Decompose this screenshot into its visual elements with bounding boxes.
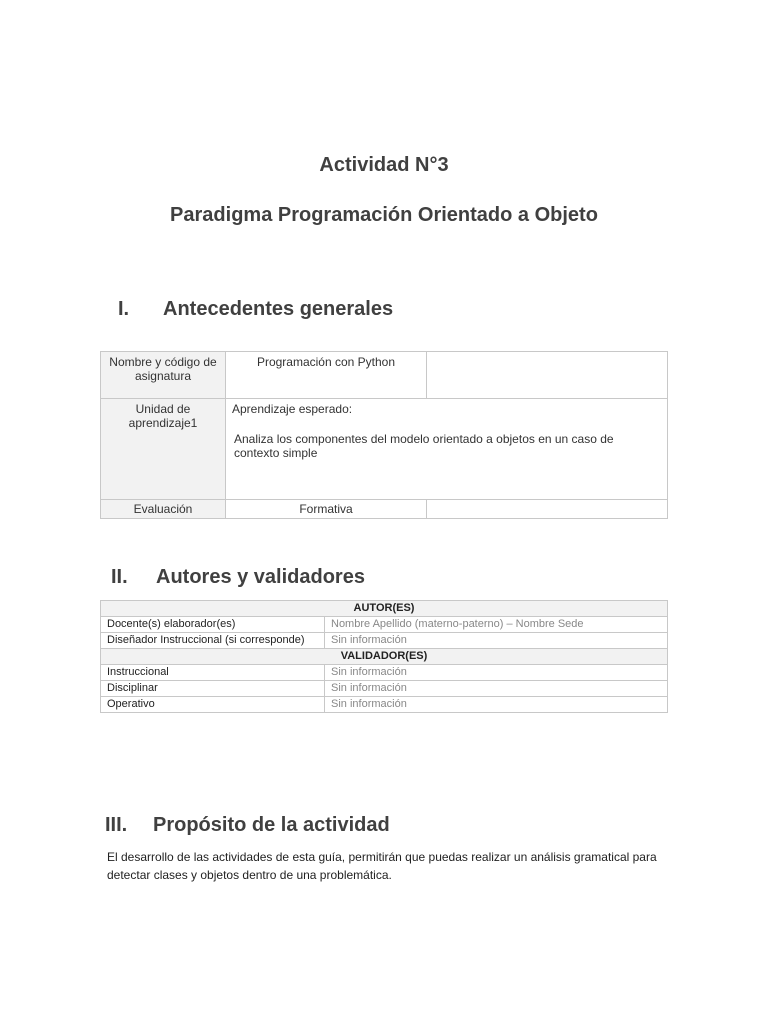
table-row bbox=[101, 617, 668, 633]
section-title: Propósito de la actividad bbox=[153, 814, 390, 836]
section-number: I. bbox=[118, 298, 130, 320]
table-row bbox=[101, 697, 668, 713]
author-role: Docente(s) elaborador(es) bbox=[101, 617, 325, 633]
table-row bbox=[101, 649, 668, 665]
learning-label: Aprendizaje esperado: bbox=[232, 402, 353, 416]
evaluation-extra-cell bbox=[427, 500, 668, 519]
authors-table bbox=[100, 600, 668, 713]
purpose-paragraph: El desarrollo de las actividades de esta guía, permitirán que puedas realizar un análisis gramatical para detectar clases y objetos dentro de una problemática. bbox=[107, 850, 657, 882]
learning-cell bbox=[226, 399, 668, 500]
section-title: Autores y validadores bbox=[156, 566, 365, 588]
table-row bbox=[101, 681, 668, 697]
section-title: Antecedentes generales bbox=[163, 298, 394, 320]
validators-header: VALIDADOR(ES) bbox=[101, 649, 668, 665]
table-row bbox=[101, 352, 668, 399]
validator-value: Sin información bbox=[325, 697, 668, 713]
table-row bbox=[101, 633, 668, 649]
table-row bbox=[101, 500, 668, 519]
table-row bbox=[101, 399, 668, 500]
author-value: Nombre Apellido (materno-paterno) – Nombre Sede bbox=[325, 617, 668, 633]
section-number: II. bbox=[111, 566, 128, 588]
validator-value: Sin información bbox=[325, 681, 668, 697]
section-heading-purpose bbox=[105, 814, 390, 837]
document-title: Actividad N°3 bbox=[319, 154, 449, 176]
section-heading-general bbox=[118, 298, 393, 321]
author-value: Sin información bbox=[325, 633, 668, 649]
validator-role: Operativo bbox=[101, 697, 325, 713]
evaluation-value: Formativa bbox=[226, 500, 427, 519]
section-number: III. bbox=[105, 814, 128, 836]
unit-label: Unidad de aprendizaje1 bbox=[101, 399, 226, 500]
evaluation-label: Evaluación bbox=[101, 500, 226, 519]
authors-header: AUTOR(ES) bbox=[101, 601, 668, 617]
author-role: Diseñador Instruccional (si corresponde) bbox=[101, 633, 325, 649]
validator-role: Instruccional bbox=[101, 665, 325, 681]
validator-value: Sin información bbox=[325, 665, 668, 681]
table-row bbox=[101, 601, 668, 617]
course-value: Programación con Python bbox=[226, 352, 427, 399]
learning-text: Analiza los componentes del modelo orientado a objetos en un caso de contexto simple bbox=[234, 432, 614, 460]
course-extra-cell bbox=[427, 352, 668, 399]
section-heading-authors bbox=[111, 566, 365, 589]
validator-role: Disciplinar bbox=[101, 681, 325, 697]
course-label: Nombre y código de asignatura bbox=[101, 352, 226, 399]
document-subtitle: Paradigma Programación Orientado a Objeto bbox=[170, 204, 598, 226]
general-info-table bbox=[100, 351, 668, 519]
table-row bbox=[101, 665, 668, 681]
